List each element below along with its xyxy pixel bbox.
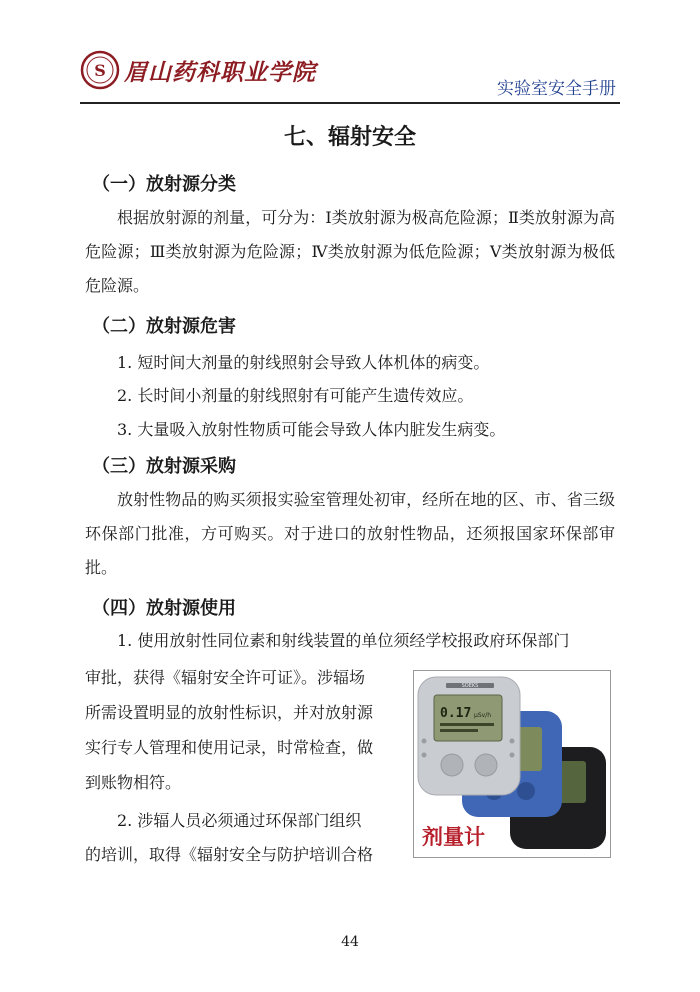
page-header (80, 46, 620, 104)
section-heading-procurement: （三）放射源采购 (92, 456, 236, 477)
section-heading-classification: （一）放射源分类 (92, 174, 236, 195)
svg-text:S: S (94, 61, 106, 80)
usage-paragraph-1-line-1: 1. 使用放射性同位素和射线装置的单位须经学校报政府环保部门 (117, 631, 570, 650)
usage-paragraph-2-line-1: 2. 涉辐人员必须通过环保部门组织 (117, 811, 362, 830)
college-seal-icon (80, 50, 120, 90)
usage-paragraph-1-line-4: 实行专人管理和使用记录，时常检查，做 (85, 738, 374, 757)
usage-paragraph-1-line-5: 到账物相符。 (85, 773, 182, 792)
classification-paragraph: 根据放射源的剂量，可分为：Ⅰ类放射源为极高危险源；Ⅱ类放射源为高危险源；Ⅲ类放射源为危险源；Ⅳ类放射源为低危险源；Ⅴ类放射源为极低危险源。 (85, 208, 615, 295)
handbook-title: 实验室安全手册 (497, 79, 616, 99)
usage-paragraph-1-line-2: 审批，获得《辐射安全许可证》。涉辐场 (85, 668, 366, 687)
svg-text:0.17: 0.17 (440, 706, 472, 721)
svg-text:SOEKS: SOEKS (461, 683, 479, 689)
hazard-item-2: 2. 长时间小剂量的射线照射有可能产生遗传效应。 (117, 386, 474, 405)
svg-text:μSv/h: μSv/h (474, 712, 492, 719)
college-logo-text: 眉山药科职业学院 (124, 59, 316, 86)
page-number: 44 (341, 934, 359, 950)
section-heading-hazards: （二）放射源危害 (92, 316, 236, 337)
dosimeter-caption: 剂量计 (420, 821, 487, 851)
hazard-item-1: 1. 短时间大剂量的射线照射会导致人体机体的病变。 (117, 353, 490, 372)
hazard-item-3: 3. 大量吸入放射性物质可能会导致人体内脏发生病变。 (117, 420, 506, 439)
chapter-title: 七、辐射安全 (283, 125, 416, 150)
section-heading-usage: （四）放射源使用 (92, 598, 236, 619)
usage-paragraph-1-line-3: 所需设置明显的放射性标识，并对放射源 (85, 703, 374, 722)
dosimeter-photo (413, 670, 611, 858)
usage-paragraph-2-line-2: 的培训，取得《辐射安全与防护培训合格 (85, 845, 374, 864)
procurement-paragraph: 放射性物品的购买须报实验室管理处初审，经所在地的区、市、省三级环保部门批准，方可购买。对于进口的放射性物品，还须报国家环保部审批。 (85, 490, 615, 577)
